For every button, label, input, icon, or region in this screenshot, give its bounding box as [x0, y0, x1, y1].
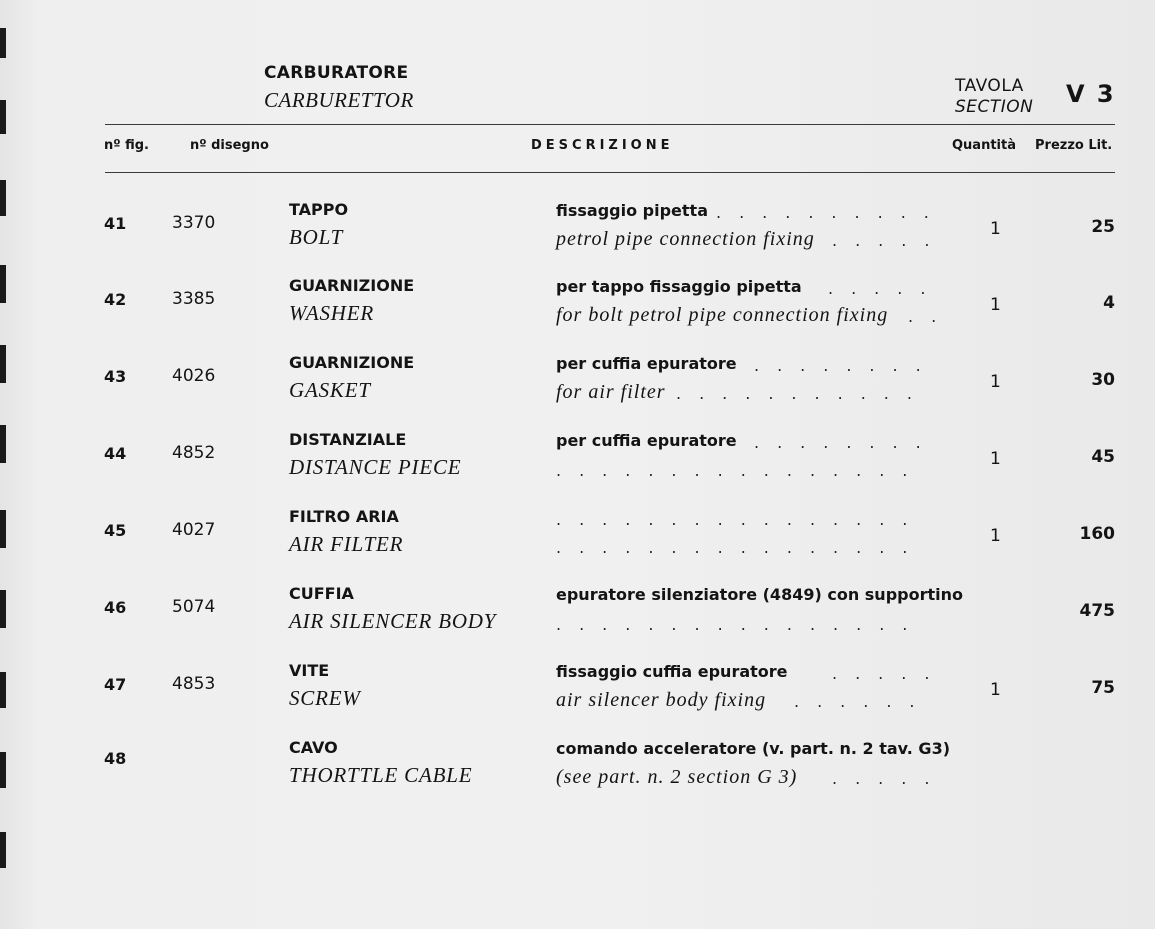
- leader-dots: ......: [794, 692, 933, 711]
- header-bottom-rule: [105, 172, 1115, 173]
- leader-dots: ...........: [676, 384, 930, 403]
- drawing-number: 3370: [172, 213, 216, 233]
- section-label: SECTION: [955, 97, 1034, 117]
- column-header-disegno: nº disegno: [190, 138, 269, 153]
- drawing-number: 4026: [172, 366, 216, 386]
- fig-number: 43: [104, 367, 127, 386]
- column-header-prezzo: Prezzo Lit.: [1035, 138, 1113, 153]
- part-name-italian: CAVO: [289, 738, 338, 757]
- drawing-number: 5074: [172, 597, 216, 617]
- price: 75: [1091, 678, 1115, 698]
- drawing-number: 4852: [172, 443, 216, 463]
- fig-number: 42: [104, 290, 127, 309]
- tavola-code: V 3: [1066, 80, 1116, 108]
- header-top-rule: [105, 124, 1115, 125]
- column-header-quantita: Quantità: [952, 138, 1016, 153]
- drawing-number: 4853: [172, 674, 216, 694]
- description-italian: per cuffia epuratore: [556, 354, 737, 373]
- parts-row: [0, 508, 1155, 578]
- quantity: 1: [990, 295, 1001, 315]
- leader-dots: ..........: [716, 203, 947, 222]
- drawing-number: 4027: [172, 520, 216, 540]
- leader-dots: .....: [832, 664, 948, 683]
- leader-dots: .....: [828, 279, 944, 298]
- part-name-italian: CUFFIA: [289, 584, 354, 603]
- leader-dots: .....: [832, 231, 948, 250]
- quantity: 1: [990, 680, 1001, 700]
- spiral-binding-mark: [0, 100, 6, 134]
- quantity: 1: [990, 449, 1001, 469]
- description-italian: per tappo fissaggio pipetta: [556, 277, 802, 296]
- fig-number: 47: [104, 675, 127, 694]
- part-name-italian: VITE: [289, 661, 330, 680]
- quantity: 1: [990, 219, 1001, 239]
- part-name-english: AIR SILENCER BODY: [289, 609, 497, 633]
- description-english: petrol pipe connection fixing: [556, 228, 815, 250]
- fig-number: 44: [104, 444, 127, 463]
- parts-row: [0, 739, 1155, 809]
- price: 30: [1091, 370, 1115, 390]
- part-name-italian: TAPPO: [289, 200, 349, 219]
- quantity: 1: [990, 372, 1001, 392]
- fig-number: 48: [104, 749, 127, 768]
- leader-dots: ................: [556, 461, 926, 480]
- leader-dots: ..: [908, 307, 955, 326]
- description-italian: fissaggio pipetta: [556, 201, 708, 220]
- part-name-english: BOLT: [289, 225, 344, 249]
- part-name-english: AIR FILTER: [289, 532, 404, 556]
- description-english: air silencer body fixing: [556, 689, 767, 711]
- leader-dots: .....: [832, 769, 948, 788]
- part-name-italian: DISTANZIALE: [289, 430, 407, 449]
- description-english: for bolt petrol pipe connection fixing: [556, 304, 889, 326]
- description-italian: epuratore silenziatore (4849) con supportino: [556, 585, 963, 604]
- part-name-italian: FILTRO ARIA: [289, 507, 399, 526]
- column-header-fig: nº fig.: [104, 138, 149, 153]
- part-name-english: GASKET: [289, 378, 371, 402]
- description-italian: comando acceleratore (v. part. n. 2 tav. G3): [556, 739, 951, 758]
- spiral-binding-mark: [0, 28, 6, 58]
- column-header-descrizione: DESCRIZIONE: [531, 138, 674, 153]
- price: 45: [1091, 447, 1115, 467]
- price: 475: [1079, 601, 1115, 621]
- description-italian: fissaggio cuffia epuratore: [556, 662, 788, 681]
- part-name-english: DISTANCE PIECE: [289, 455, 462, 479]
- price: 160: [1079, 524, 1115, 544]
- parts-row: [0, 201, 1155, 271]
- tavola-label: TAVOLA: [955, 76, 1024, 96]
- leader-dots: ........: [754, 433, 939, 452]
- description-italian: per cuffia epuratore: [556, 431, 737, 450]
- price: 4: [1103, 293, 1115, 313]
- leader-dots: ................: [556, 615, 926, 634]
- part-name-italian: GUARNIZIONE: [289, 276, 415, 295]
- parts-row: [0, 354, 1155, 424]
- parts-row: [0, 585, 1155, 655]
- leader-dots: ................: [556, 538, 926, 557]
- part-name-english: SCREW: [289, 686, 361, 710]
- spiral-binding-mark: [0, 832, 6, 868]
- quantity: 1: [990, 526, 1001, 546]
- fig-number: 45: [104, 521, 127, 540]
- drawing-number: 3385: [172, 289, 216, 309]
- leader-dots: ................: [556, 510, 926, 529]
- section-title-english: CARBURETTOR: [264, 88, 414, 112]
- part-name-english: WASHER: [289, 301, 374, 325]
- parts-row: [0, 431, 1155, 501]
- price: 25: [1091, 217, 1115, 237]
- part-name-english: THORTTLE CABLE: [289, 763, 473, 787]
- leader-dots: ........: [754, 356, 939, 375]
- section-title-italian: CARBURATORE: [264, 63, 409, 83]
- fig-number: 46: [104, 598, 127, 617]
- parts-row: [0, 277, 1155, 347]
- parts-row: [0, 662, 1155, 732]
- description-english: (see part. n. 2 section G 3): [556, 766, 798, 788]
- description-english: for air filter: [556, 381, 666, 403]
- fig-number: 41: [104, 214, 127, 233]
- part-name-italian: GUARNIZIONE: [289, 353, 415, 372]
